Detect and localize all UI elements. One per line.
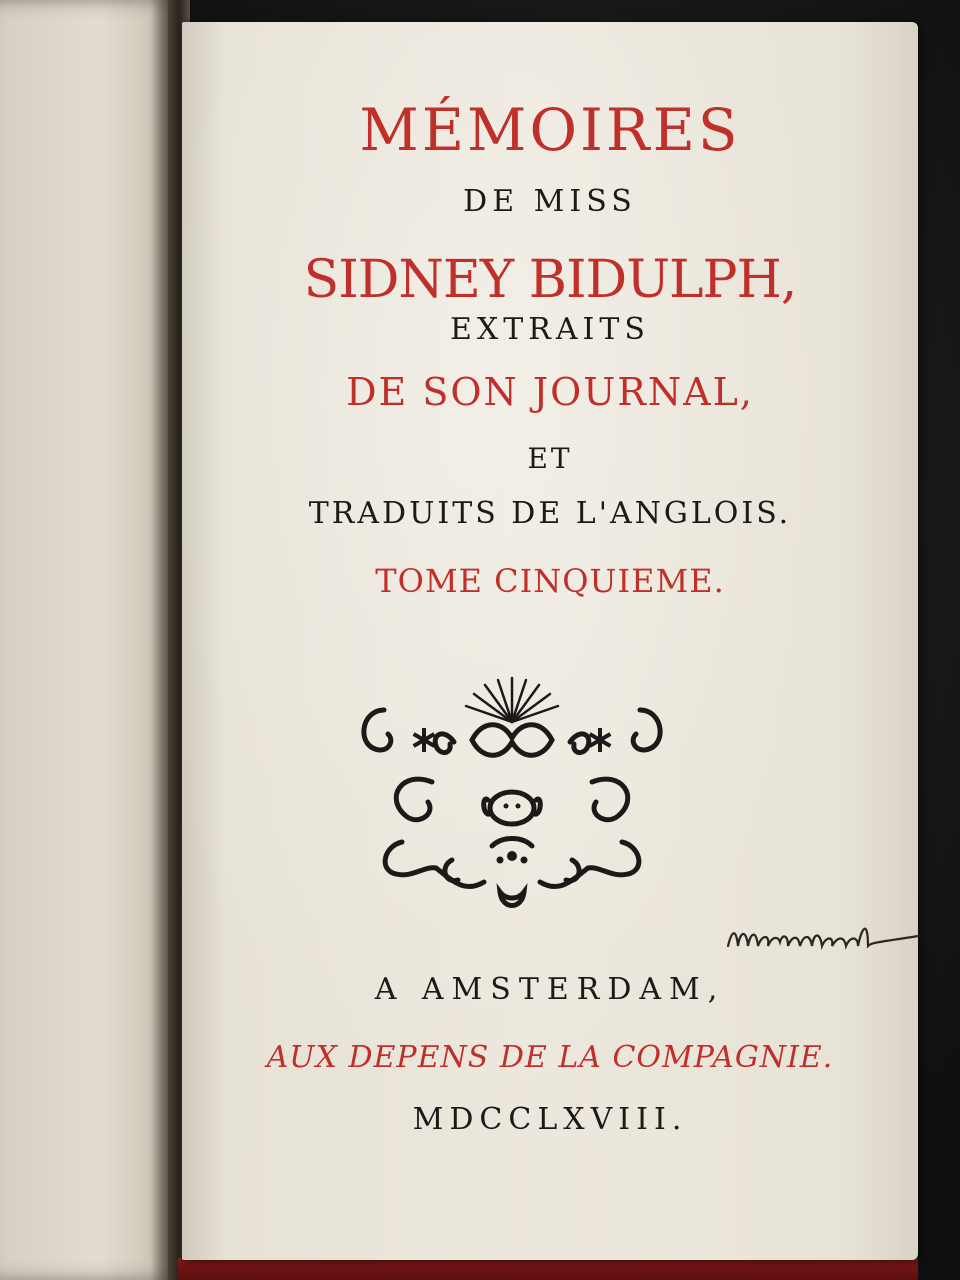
subtitle-line-3: EXTRAITS xyxy=(450,312,650,347)
imprint-publisher: AUX DEPENS DE LA COMPAGNIE. xyxy=(266,1040,834,1075)
imprint-place: A AMSTERDAM, xyxy=(374,972,726,1007)
subtitle-line-6: TRADUITS DE L'ANGLOIS. xyxy=(308,496,792,531)
printers-ornament-icon xyxy=(332,670,692,920)
subtitle-line-2: SIDNEY BIDULPH, xyxy=(303,250,797,310)
handwritten-signature-icon xyxy=(722,906,922,962)
red-binding-edge xyxy=(178,1258,918,1280)
imprint-date: MDCCLXVIII. xyxy=(412,1102,688,1137)
subtitle-line-1: DE MISS xyxy=(463,184,637,219)
volume-label: TOME CINQUIEME. xyxy=(375,562,725,600)
book-title: MÉMOIRES xyxy=(359,96,741,164)
title-page xyxy=(182,22,918,1260)
subtitle-line-5: ET xyxy=(527,442,573,475)
subtitle-line-4: DE SON JOURNAL, xyxy=(346,370,754,414)
